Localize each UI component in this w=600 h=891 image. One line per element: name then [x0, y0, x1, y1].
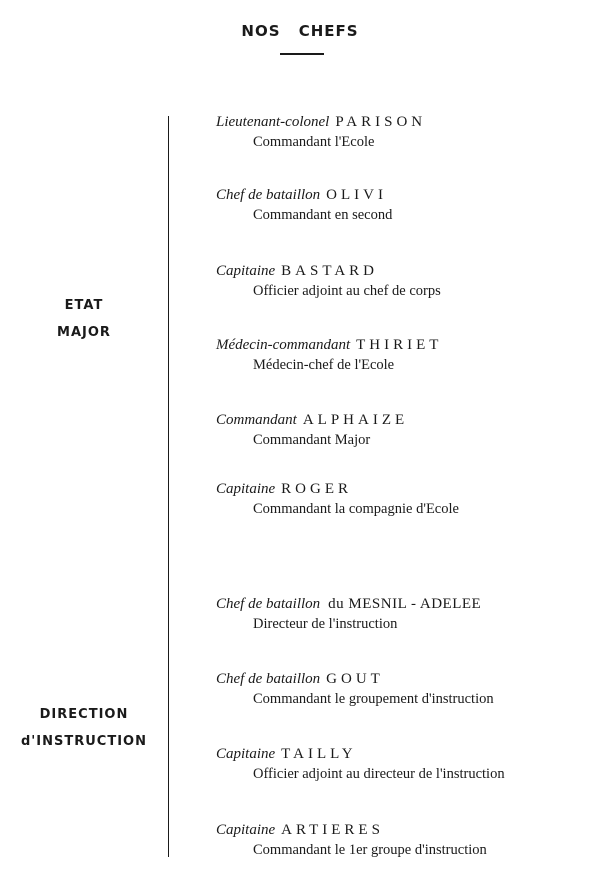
officer-name: BASTARD: [281, 263, 378, 279]
officer-name: ALPHAIZE: [302, 412, 409, 428]
officer-entry-thiriet: [216, 335, 596, 375]
section-label-direction-instruction: [0, 701, 168, 755]
officer-entry-bastard: [216, 261, 596, 301]
section-label-line: DIRECTION: [39, 707, 129, 722]
officer-entry-tailly: [216, 744, 596, 784]
vertical-divider: [168, 116, 169, 857]
officer-entry-du-mesnil-adelee: [216, 594, 596, 634]
officer-name: GOUT: [326, 671, 384, 687]
officer-rank: Capitaine: [216, 263, 276, 279]
officer-rank: Médecin-commandant: [216, 337, 351, 353]
officer-role: Commandant le groupement d'instruction: [253, 691, 494, 707]
officer-rank: Capitaine: [216, 822, 276, 838]
officer-role: Commandant en second: [253, 207, 393, 223]
section-label-line: d'INSTRUCTION: [21, 734, 147, 749]
officer-entry-gout: [216, 669, 596, 709]
title-underline: [280, 53, 324, 55]
officer-role: Commandant l'Ecole: [253, 134, 375, 150]
officer-entry-roger: [216, 479, 596, 519]
officer-name: du MESNIL - ADELEE: [328, 596, 482, 612]
officer-rank: Chef de bataillon: [216, 596, 321, 612]
officer-role: Commandant le 1er groupe d'instruction: [253, 842, 487, 858]
page-title: NOS CHEFS: [241, 22, 359, 40]
section-label-line: ETAT: [64, 298, 104, 313]
officer-rank: Lieutenant-colonel: [216, 114, 330, 130]
officer-name: PARISON: [335, 114, 427, 130]
officer-rank: Capitaine: [216, 481, 276, 497]
officer-rank: Commandant: [216, 412, 297, 428]
officer-name: OLIVI: [326, 187, 387, 203]
officer-entry-alphaize: [216, 410, 596, 450]
officer-name: THIRIET: [356, 337, 443, 353]
section-label-line: MAJOR: [57, 325, 111, 340]
officer-role: Médecin-chef de l'Ecole: [253, 357, 395, 373]
officer-role: Directeur de l'instruction: [253, 616, 398, 632]
officer-entry-artieres: [216, 820, 596, 860]
officer-role: Officier adjoint au directeur de l'instruction: [253, 766, 505, 782]
section-label-etat-major: [0, 292, 168, 346]
officer-name: TAILLY: [281, 746, 357, 762]
officer-rank: Chef de bataillon: [216, 671, 321, 687]
officer-entry-parison: [216, 112, 596, 152]
officer-rank: Capitaine: [216, 746, 276, 762]
officer-role: Commandant Major: [253, 432, 371, 448]
officer-name: ROGER: [281, 481, 353, 497]
officer-entry-olivi: [216, 185, 596, 225]
officer-rank: Chef de bataillon: [216, 187, 321, 203]
officer-name: ARTIERES: [281, 822, 384, 838]
officer-role: Commandant la compagnie d'Ecole: [253, 501, 459, 517]
officer-role: Officier adjoint au chef de corps: [253, 283, 441, 299]
